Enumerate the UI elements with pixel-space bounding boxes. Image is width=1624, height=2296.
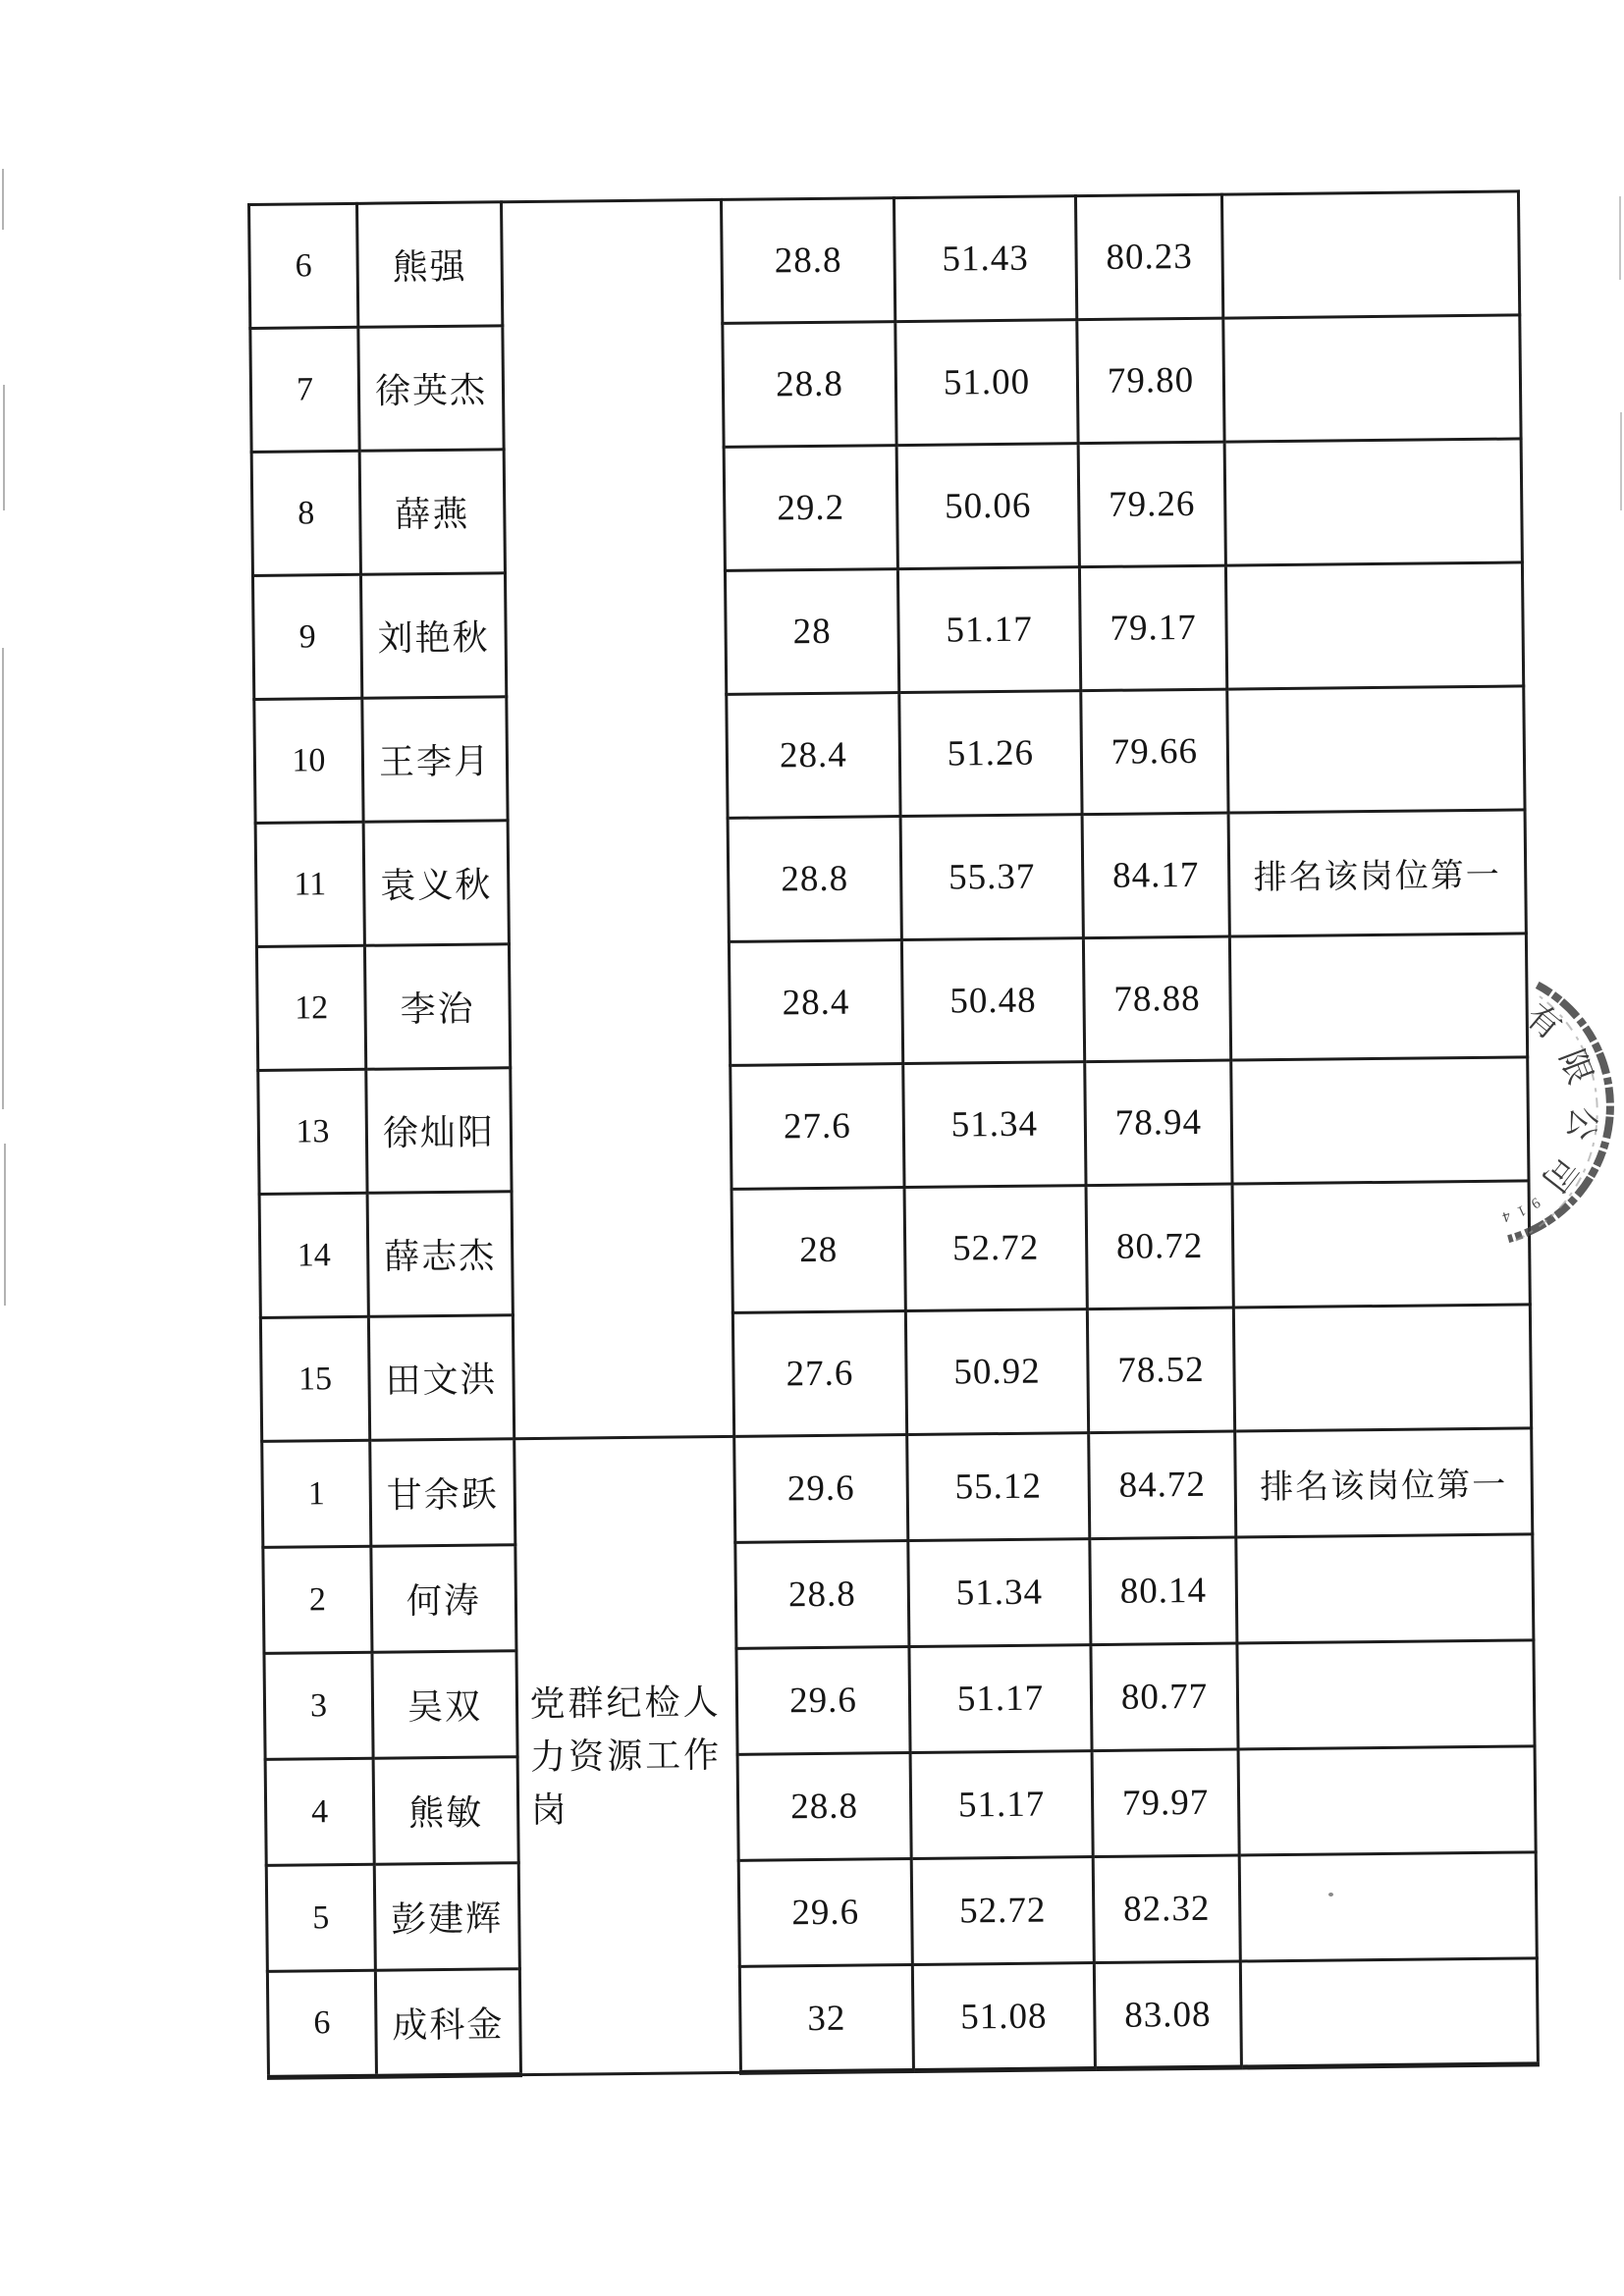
score1-cell: 27.6: [731, 1064, 904, 1190]
row-number-cell: 5: [266, 1864, 375, 1971]
score2-cell: 52.72: [911, 1857, 1094, 1965]
remark-cell: [1225, 562, 1523, 689]
score2-cell: 51.34: [903, 1062, 1086, 1188]
seal-char: 有: [1518, 997, 1568, 1047]
name-cell: 李治: [364, 944, 510, 1070]
scan-artifact: [3, 385, 5, 510]
score1-cell: 29.6: [738, 1859, 912, 1967]
name-cell: 熊强: [357, 202, 503, 328]
seal-digit: 9: [1528, 1194, 1543, 1211]
row-number-cell: 3: [264, 1652, 373, 1759]
score2-cell: 55.12: [907, 1433, 1090, 1541]
total-cell: 80.23: [1075, 194, 1222, 320]
remark-cell: 排名该岗位第一: [1235, 1428, 1533, 1537]
remark-cell: [1223, 315, 1521, 442]
score1-cell: 28.4: [727, 693, 900, 819]
score2-cell: 50.06: [896, 444, 1079, 569]
total-cell: 79.66: [1081, 689, 1228, 815]
table-row: [266, 1852, 1537, 1972]
score2-cell: 51.17: [910, 1751, 1093, 1859]
remark-cell: [1224, 439, 1522, 565]
score1-cell: 28.4: [729, 940, 902, 1066]
score1-cell: 32: [739, 1965, 913, 2073]
name-cell: 彭建辉: [374, 1863, 519, 1971]
total-cell: 79.17: [1079, 565, 1226, 691]
total-cell: 78.88: [1083, 936, 1230, 1062]
score2-cell: 51.17: [909, 1645, 1092, 1753]
score1-cell: 28.8: [735, 1541, 909, 1649]
total-cell: 84.72: [1089, 1431, 1236, 1539]
table-row: [263, 1534, 1534, 1654]
scan-artifact: [1328, 1893, 1333, 1896]
table-row: [267, 1958, 1538, 2078]
seal-char: 司: [1534, 1148, 1584, 1199]
scan-artifact: [1620, 412, 1622, 510]
total-cell: 82.32: [1093, 1855, 1240, 1963]
score1-cell: 27.6: [732, 1311, 906, 1437]
remark-cell: [1239, 1852, 1537, 1961]
seal-char: 限: [1551, 1044, 1598, 1090]
total-cell: 80.72: [1086, 1184, 1233, 1309]
score2-cell: 51.00: [895, 320, 1078, 446]
table-row: [262, 1428, 1533, 1548]
name-cell: 徐灿阳: [366, 1068, 512, 1194]
seal-digit: 4: [1500, 1207, 1513, 1225]
score1-cell: 28.8: [723, 322, 896, 448]
score1-cell: 29.6: [736, 1647, 910, 1755]
score2-cell: 50.48: [901, 938, 1084, 1064]
table-row: [251, 439, 1522, 576]
row-number-cell: 13: [258, 1069, 367, 1194]
name-cell: 袁义秋: [363, 821, 509, 946]
row-number-cell: 10: [254, 698, 363, 823]
remark-cell: [1240, 1958, 1538, 2067]
table-row: [250, 315, 1521, 453]
row-number-cell: 11: [255, 822, 364, 946]
name-cell: 甘余跃: [370, 1439, 515, 1547]
row-number-cell: 4: [265, 1758, 374, 1865]
row-number-cell: 2: [263, 1546, 372, 1653]
score2-cell: 51.08: [912, 1963, 1095, 2071]
table-row: [260, 1305, 1531, 1442]
name-cell: 刘艳秋: [360, 573, 506, 699]
total-cell: 84.17: [1082, 813, 1229, 938]
remark-cell: 排名该岗位第一: [1228, 810, 1526, 936]
score1-cell: 28.8: [728, 817, 901, 942]
remark-cell: [1236, 1534, 1534, 1643]
score1-cell: 29.6: [734, 1435, 908, 1543]
name-cell: 熊敏: [373, 1757, 518, 1865]
remark-cell: [1233, 1305, 1531, 1431]
total-cell: 78.52: [1087, 1308, 1234, 1433]
total-cell: 79.26: [1078, 442, 1225, 567]
scan-artifact: [4, 1144, 6, 1306]
score2-cell: 51.43: [893, 196, 1076, 322]
remark-cell: [1238, 1746, 1536, 1855]
score1-cell: 29.2: [724, 446, 897, 571]
company-seal-stamp: [1316, 942, 1624, 1282]
total-cell: 79.97: [1092, 1749, 1239, 1857]
row-number-cell: 9: [252, 574, 361, 699]
remark-cell: [1237, 1640, 1535, 1749]
row-number-cell: 15: [260, 1316, 369, 1441]
table-row: [249, 191, 1520, 329]
table-row: [252, 562, 1523, 700]
row-number-cell: 7: [250, 327, 359, 452]
name-cell: 薛燕: [359, 450, 505, 575]
score2-cell: 51.26: [899, 691, 1082, 817]
scan-artifact: [1619, 196, 1621, 280]
position-label: 党群纪检人力资源工作岗: [529, 1682, 723, 1830]
remark-cell: [1227, 686, 1525, 813]
total-cell: 80.14: [1090, 1537, 1237, 1645]
score2-cell: 55.37: [900, 815, 1083, 940]
name-cell: 徐英杰: [358, 326, 504, 452]
name-cell: 田文洪: [368, 1315, 514, 1441]
score2-cell: 51.17: [897, 567, 1080, 693]
position-cell: [514, 1436, 741, 2074]
total-cell: 80.77: [1091, 1643, 1238, 1751]
total-cell: 78.94: [1085, 1060, 1232, 1186]
seal-char: 公: [1560, 1103, 1602, 1144]
score2-cell: 50.92: [905, 1309, 1088, 1435]
scan-artifact: [2, 648, 4, 1109]
table-row: [255, 810, 1526, 947]
score1-cell: 28: [725, 569, 898, 695]
total-cell: 79.80: [1077, 318, 1224, 444]
score2-cell: 51.34: [908, 1539, 1091, 1647]
name-cell: 王李月: [362, 697, 508, 823]
score1-cell: 28.8: [721, 198, 894, 324]
row-number-cell: 6: [267, 1970, 376, 2077]
row-number-cell: 14: [259, 1193, 368, 1317]
name-cell: 何涛: [371, 1545, 516, 1653]
row-number-cell: 8: [251, 451, 360, 575]
remark-cell: [1221, 191, 1519, 318]
seal-digit: 1: [1514, 1201, 1529, 1219]
name-cell: 薛志杰: [367, 1192, 513, 1317]
position-label: [520, 830, 715, 832]
table-row: [265, 1746, 1536, 1866]
row-number-cell: 1: [262, 1440, 371, 1547]
score1-cell: 28: [731, 1188, 905, 1313]
table-row: [254, 686, 1525, 824]
total-cell: 83.08: [1094, 1961, 1241, 2069]
score1-cell: 28.8: [737, 1753, 911, 1861]
table-row: [264, 1640, 1535, 1760]
score2-cell: 52.72: [904, 1186, 1087, 1311]
name-cell: 吴双: [372, 1651, 517, 1759]
row-number-cell: 6: [249, 203, 358, 328]
row-number-cell: 12: [256, 945, 365, 1070]
scan-artifact: [2, 169, 4, 230]
position-cell: [502, 199, 734, 1438]
name-cell: 成科金: [375, 1969, 520, 2077]
